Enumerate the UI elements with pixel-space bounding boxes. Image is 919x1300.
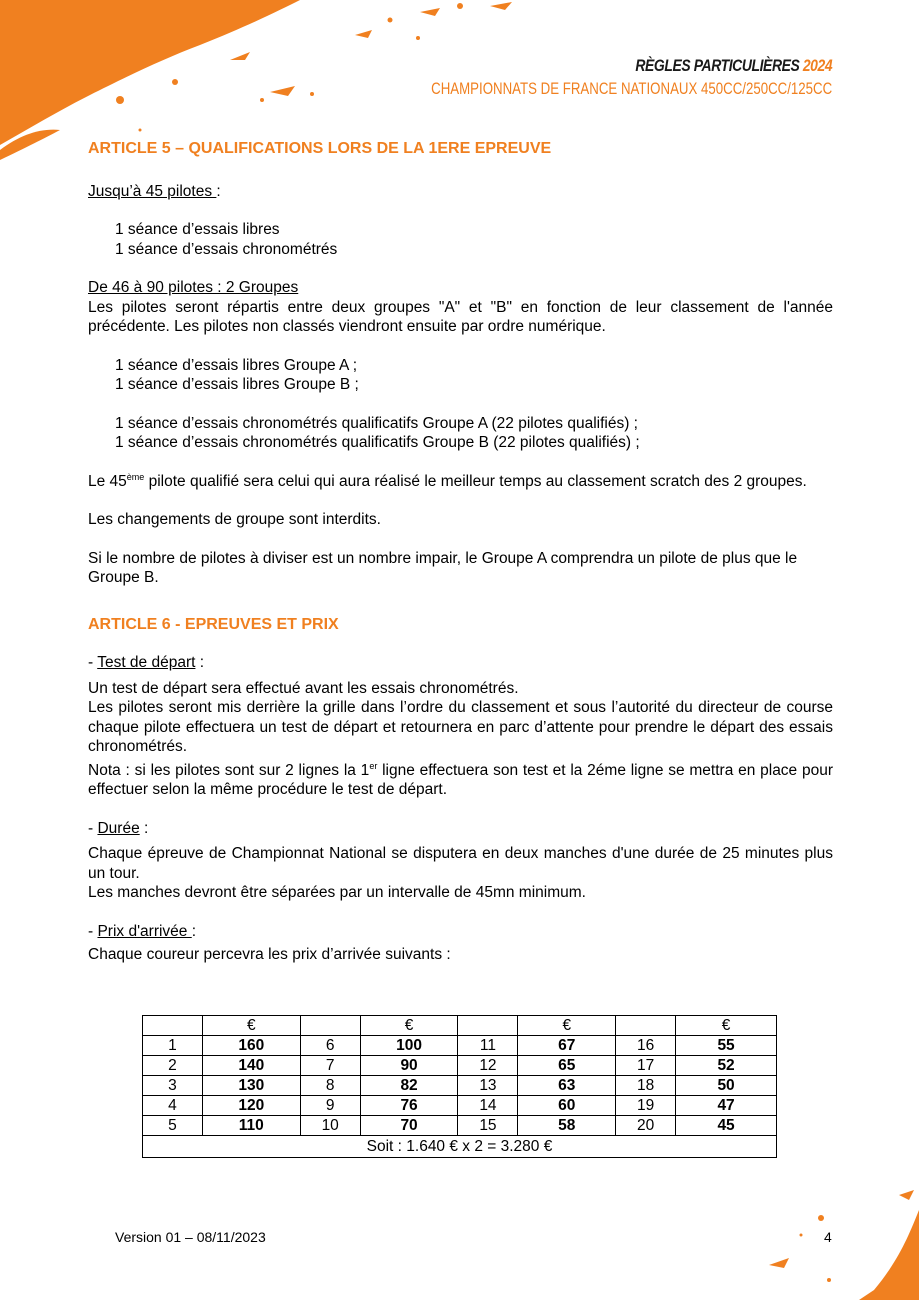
prize-cell: 110 (202, 1116, 300, 1136)
timed-practice-list (88, 414, 833, 453)
position-cell: 9 (300, 1096, 360, 1116)
list-item: 1 séance d’essais chronométrés (115, 240, 338, 258)
list-item: 1 séance d’essais libres (115, 221, 280, 238)
position-cell: 15 (458, 1116, 518, 1136)
table-row (143, 1036, 777, 1056)
prize-table (142, 1015, 777, 1158)
position-cell: 17 (616, 1056, 676, 1076)
position-cell: 18 (616, 1076, 676, 1096)
prize-cell: 45 (676, 1116, 777, 1136)
currency-header: € (518, 1016, 616, 1036)
table-row (143, 1076, 777, 1096)
position-cell: 10 (300, 1116, 360, 1136)
prize-cell: 58 (518, 1116, 616, 1136)
prize-cell: 63 (518, 1076, 616, 1096)
start-test-heading (88, 653, 833, 673)
position-cell: 12 (458, 1056, 518, 1076)
prize-cell: 82 (360, 1076, 458, 1096)
header-subtitle: CHAMPIONNATS DE FRANCE NATIONAUX 450CC/250CC/125CC (430, 79, 832, 98)
table-total-row (143, 1136, 777, 1158)
odd-number-rule: Si le nombre de pilotes à diviser est un nombre impair, le Groupe A comprendra un pilote de plus que le Groupe B. (88, 549, 798, 586)
group-change-rule: Les changements de groupe sont interdits. (88, 511, 381, 528)
header-title (410, 56, 832, 76)
case2-text: Les pilotes seront répartis entre deux groupes "A" et "B" en fonction de leur classement de l'année précédente. Les pilotes non classés viendront ensuite par ordre numérique. (88, 298, 833, 335)
prize-heading (88, 922, 833, 942)
free-practice-list (88, 356, 833, 395)
currency-header: € (360, 1016, 458, 1036)
case1-colon: : (216, 182, 221, 200)
position-cell: 7 (300, 1056, 360, 1076)
currency-header: € (676, 1016, 777, 1036)
position-cell: 2 (143, 1056, 203, 1076)
position-cell: 3 (143, 1076, 203, 1096)
table-row (143, 1096, 777, 1116)
position-cell: 14 (458, 1096, 518, 1116)
start-test-colon: : (195, 654, 205, 671)
position-cell: 1 (143, 1036, 203, 1056)
currency-header: € (202, 1016, 300, 1036)
header-title-text: RÈGLES PARTICULIÈRES (635, 56, 803, 75)
prize-cell: 90 (360, 1056, 458, 1076)
start-test-paragraph-2: Les pilotes seront mis derrière la grille dans l’ordre du classement et sous l’autorité du directeur de course chaque pilote effectuera un test de départ et retournera en parc d’attente pour prendre le départ des essais chronométrés. (88, 699, 833, 755)
table-row (143, 1116, 777, 1136)
position-cell: 4 (143, 1096, 203, 1116)
case1-label: Jusqu’à 45 pilotes (88, 182, 217, 200)
position-cell: 13 (458, 1076, 518, 1096)
list-item: 1 séance d’essais libres Groupe A ; (115, 356, 358, 374)
qualifier-45-sup: ème (126, 471, 145, 482)
header-year: 2024 (802, 56, 832, 75)
duration-paragraph-2: Les manches devront être séparées par un intervalle de 45mn minimum. (88, 884, 586, 901)
prize-cell: 100 (360, 1036, 458, 1056)
position-cell: 8 (300, 1076, 360, 1096)
start-test-label: Test de départ (97, 654, 196, 671)
prize-cell: 65 (518, 1056, 616, 1076)
table-header-row (143, 1016, 777, 1036)
prize-cell: 140 (202, 1056, 300, 1076)
prize-cell: 160 (202, 1036, 300, 1056)
prize-cell: 50 (676, 1076, 777, 1096)
position-cell: 11 (458, 1036, 518, 1056)
prize-intro: Chaque coureur percevra les prix d’arrivée suivants : (88, 946, 451, 963)
list-item: 1 séance d’essais chronométrés qualificatifs Groupe B (22 pilotes qualifiés) ; (115, 434, 640, 451)
start-test-paragraph-1: Un test de départ sera effectué avant les essais chronométrés. (88, 679, 519, 697)
start-test-prefix: - (88, 654, 98, 671)
position-cell: 16 (616, 1036, 676, 1056)
qualifier-45-text-rest: pilote qualifié sera celui qui aura réalisé le meilleur temps au classement scratch des 2 groupes. (144, 472, 807, 490)
nota-text: Nota : si les pilotes sont sur 2 lignes la 1 (88, 761, 370, 779)
position-cell: 19 (616, 1096, 676, 1116)
case2-label: De 46 à 90 pilotes : 2 Groupes (88, 279, 299, 296)
table-cell (300, 1016, 360, 1036)
nota-sup: er (369, 760, 378, 771)
prize-cell: 60 (518, 1096, 616, 1116)
list-item: 1 séance d’essais libres Groupe B ; (115, 376, 359, 393)
duration-prefix: - (88, 819, 98, 837)
duration-colon: : (139, 819, 149, 837)
document-body (88, 139, 833, 965)
version-footer: Version 01 – 08/11/2023 (115, 1229, 266, 1245)
qualifier-45-rule (88, 472, 833, 492)
article5-title: ARTICLE 5 – QUALIFICATIONS LORS DE LA 1ERE EPREUVE (88, 140, 552, 157)
prize-cell: 70 (360, 1116, 458, 1136)
prize-cell: 55 (676, 1036, 777, 1056)
nota-text-rest: ligne effectuera son test et la 2éme ligne se mettra en place pour effectuer selon la même procédure le test de départ. (88, 761, 833, 798)
prize-cell: 76 (360, 1096, 458, 1116)
splash-decoration-bottom (749, 1190, 919, 1300)
position-cell: 20 (616, 1116, 676, 1136)
position-cell: 6 (300, 1036, 360, 1056)
table-cell (458, 1016, 518, 1036)
table-row (143, 1056, 777, 1076)
case1-heading (88, 182, 833, 202)
duration-heading (88, 819, 833, 839)
prize-cell: 120 (202, 1096, 300, 1116)
list-item: 1 séance d’essais chronométrés qualificatifs Groupe A (22 pilotes qualifiés) ; (115, 414, 638, 432)
duration-label: Durée (97, 819, 140, 837)
prize-table-body (143, 1016, 777, 1158)
table-cell (616, 1016, 676, 1036)
qualifier-45-text: Le 45 (88, 472, 127, 490)
prize-total: Soit : 1.640 € x 2 = 3.280 € (143, 1136, 777, 1158)
prize-cell: 52 (676, 1056, 777, 1076)
page-number: 4 (824, 1229, 832, 1245)
prize-cell: 47 (676, 1096, 777, 1116)
duration-paragraph-1: Chaque épreuve de Championnat National se disputera en deux manches d'une durée de 25 minutes plus un tour. (88, 845, 833, 882)
nota-paragraph (88, 761, 833, 800)
prize-colon: : (191, 922, 197, 940)
table-cell (143, 1016, 203, 1036)
position-cell: 5 (143, 1116, 203, 1136)
case1-list (88, 220, 833, 259)
prize-cell: 130 (202, 1076, 300, 1096)
document-header (318, 56, 832, 99)
article6-title: ARTICLE 6 - EPREUVES ET PRIX (88, 615, 339, 633)
prize-label: Prix d'arrivée (97, 922, 192, 940)
prize-prefix: - (88, 922, 98, 940)
prize-cell: 67 (518, 1036, 616, 1056)
